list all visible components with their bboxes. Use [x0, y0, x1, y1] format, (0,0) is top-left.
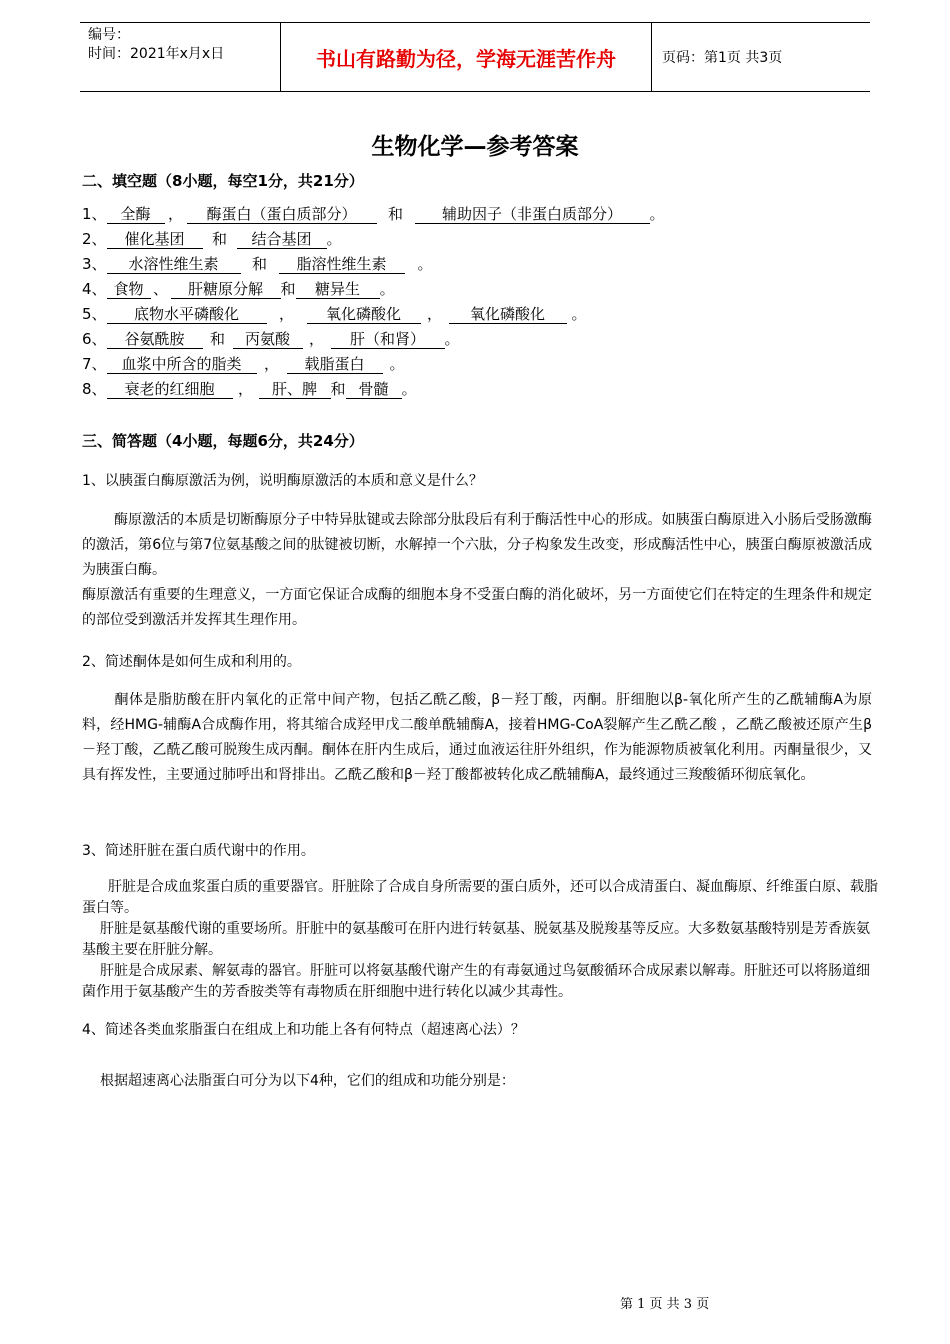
section3-heading: 三、简答题（4小题，每题6分，共24分）: [82, 432, 364, 450]
item-number: 4、: [82, 280, 107, 298]
answer-blank: 谷氨酰胺: [107, 330, 203, 349]
header-motto: 书山有路勤为径，学海无涯苦作舟: [280, 23, 652, 91]
answer-blank: 血浆中所含的脂类: [107, 355, 257, 374]
separator: 、: [153, 280, 169, 298]
answer-1-p1: 酶原激活的本质是切断酶原分子中特异肽键或去除部分肽段后有利于酶活性中心的形成。如胰蛋白酶原进入小肠后受肠激酶的激活，第6位与第7位氨基酸之间的肽键被切断，水解掉一个六肽，分子构象发生改变，形成酶活性中心，胰蛋白酶原被激活成为胰蛋白酶。: [82, 512, 872, 578]
separator: ，: [264, 355, 280, 373]
separator: ，: [238, 380, 254, 398]
fill-item-1: [82, 203, 665, 224]
item-number: 6、: [82, 330, 107, 348]
separator: 。: [444, 330, 460, 348]
header-meta: [80, 23, 280, 91]
answer-2: [82, 688, 872, 788]
page-footer: 第 1 页 共 3 页: [620, 1297, 710, 1312]
separator: 。: [326, 230, 342, 248]
item-number: 8、: [82, 380, 107, 398]
fill-item-6: [82, 328, 460, 349]
answer-3-p2: 肝脏是氨基酸代谢的重要场所。肝脏中的氨基酸可在肝内进行转氨基、脱氨基及脱羧基等反应。大多数氨基酸特别是芳香族氨基酸主要在肝脏分解。: [82, 921, 870, 958]
separator: ，: [168, 205, 184, 223]
separator: 。: [379, 280, 395, 298]
item-number: 7、: [82, 355, 107, 373]
answer-4-p1: 根据超速离心法脂蛋白可分为以下4种，它们的组成和功能分别是：: [100, 1073, 515, 1089]
answer-blank: 氧化磷酸化: [449, 305, 567, 324]
answer-1: [82, 508, 872, 633]
item-number: 3、: [82, 255, 107, 273]
answer-2-p1: 酮体是脂肪酸在肝内氧化的正常中间产物，包括乙酰乙酸，β－羟丁酸，丙酮。肝细胞以β-氧化所产生的乙酰辅酶A为原料，经HMG-辅酶A合成酶作用，将其缩合成羟甲戊二酸单酰辅酶A，接着HMG-CoA裂解产生乙酰乙酸 ，乙酰乙酸被还原产生β－羟丁酸，乙酰乙酸可脱羧生成丙酮。酮体在肝内生成后，通过血液运往肝外组织，作为能源物质被氧化利用。丙酮量很少，又具有挥发性，主要通过肺呼出和肾排出。乙酰乙酸和β－羟丁酸都被转化成乙酰辅酶A，最终通过三羧酸循环彻底氧化。: [82, 692, 872, 783]
separator: ，: [309, 330, 325, 348]
answer-1-p2: 酶原激活有重要的生理意义，一方面它保证合成酶的细胞本身不受蛋白酶的消化破坏，另一方面使它们在特定的生理条件和规定的部位受到激活并发挥其生理作用。: [82, 587, 872, 628]
separator: 和: [210, 330, 226, 348]
fill-item-3: [82, 253, 433, 274]
answer-blank: 催化基团: [107, 230, 203, 249]
answer-blank: 底物水平磷酸化: [107, 305, 267, 324]
answer-blank: 结合基团: [237, 230, 327, 249]
separator: ，: [427, 305, 443, 323]
answer-blank: 骨髓: [346, 380, 402, 399]
answer-blank: 肝（和肾）: [331, 330, 445, 349]
separator: 。: [401, 380, 417, 398]
page-header: [80, 22, 870, 92]
answer-blank: 食物: [107, 280, 151, 299]
separator: 和: [280, 280, 296, 298]
fill-item-8: [82, 378, 417, 399]
separator: 。: [389, 355, 405, 373]
time-label: 时间：2021年x月x日: [88, 46, 225, 62]
header-page-info: 页码：第1页 共3页: [662, 50, 783, 66]
number-label: 编号：: [88, 27, 130, 43]
answer-blank: 糖异生: [296, 280, 380, 299]
item-number: 1、: [82, 205, 107, 223]
separator: 和: [252, 255, 268, 273]
fill-item-2: [82, 228, 342, 249]
question-3: 3、简述肝脏在蛋白质代谢中的作用。: [82, 843, 315, 859]
question-4: 4、简述各类血浆脂蛋白在组成上和功能上各有何特点（超速离心法）？: [82, 1022, 525, 1038]
answer-blank: 水溶性维生素: [107, 255, 241, 274]
separator: 。: [649, 205, 665, 223]
document-title: 生物化学—参考答案: [371, 134, 579, 160]
fill-item-7: [82, 353, 405, 374]
separator: 和: [212, 230, 228, 248]
answer-blank: 全酶: [107, 205, 165, 224]
answer-blank: 载脂蛋白: [287, 355, 383, 374]
separator: 和: [388, 205, 404, 223]
answer-blank: 衰老的红细胞: [107, 380, 233, 399]
fill-item-5: [82, 303, 587, 324]
answer-blank: 酶蛋白（蛋白质部分）: [187, 205, 377, 224]
separator: 。: [417, 255, 433, 273]
fill-item-4: [82, 278, 395, 299]
answer-3: [82, 877, 882, 1003]
item-number: 2、: [82, 230, 107, 248]
answer-blank: 丙氨酸: [233, 330, 303, 349]
answer-3-p3: 肝脏是合成尿素、解氨毒的器官。肝脏可以将氨基酸代谢产生的有毒氨通过鸟氨酸循环合成尿素以解毒。肝脏还可以将肠道细菌作用于氨基酸产生的芳香胺类等有毒物质在肝细胞中进行转化以减少其毒性。: [82, 963, 870, 1000]
question-2: 2、简述酮体是如何生成和利用的。: [82, 654, 301, 670]
answer-blank: 氧化磷酸化: [307, 305, 421, 324]
answer-blank: 肝糖原分解: [171, 280, 281, 299]
separator: 。: [571, 305, 587, 323]
answer-blank: 肝、脾: [259, 380, 331, 399]
question-1: 1、以胰蛋白酶原激活为例，说明酶原激活的本质和意义是什么？: [82, 473, 483, 489]
answer-3-p1: 肝脏是合成血浆蛋白质的重要器官。肝脏除了合成自身所需要的蛋白质外，还可以合成清蛋白、凝血酶原、纤维蛋白原、载脂蛋白等。: [82, 879, 878, 916]
separator: ，: [279, 305, 295, 323]
separator: 和: [330, 380, 346, 398]
item-number: 5、: [82, 305, 107, 323]
section2-heading: 二、填空题（8小题，每空1分，共21分）: [82, 172, 364, 190]
answer-blank: 脂溶性维生素: [279, 255, 405, 274]
answer-blank: 辅助因子（非蛋白质部分）: [415, 205, 650, 224]
